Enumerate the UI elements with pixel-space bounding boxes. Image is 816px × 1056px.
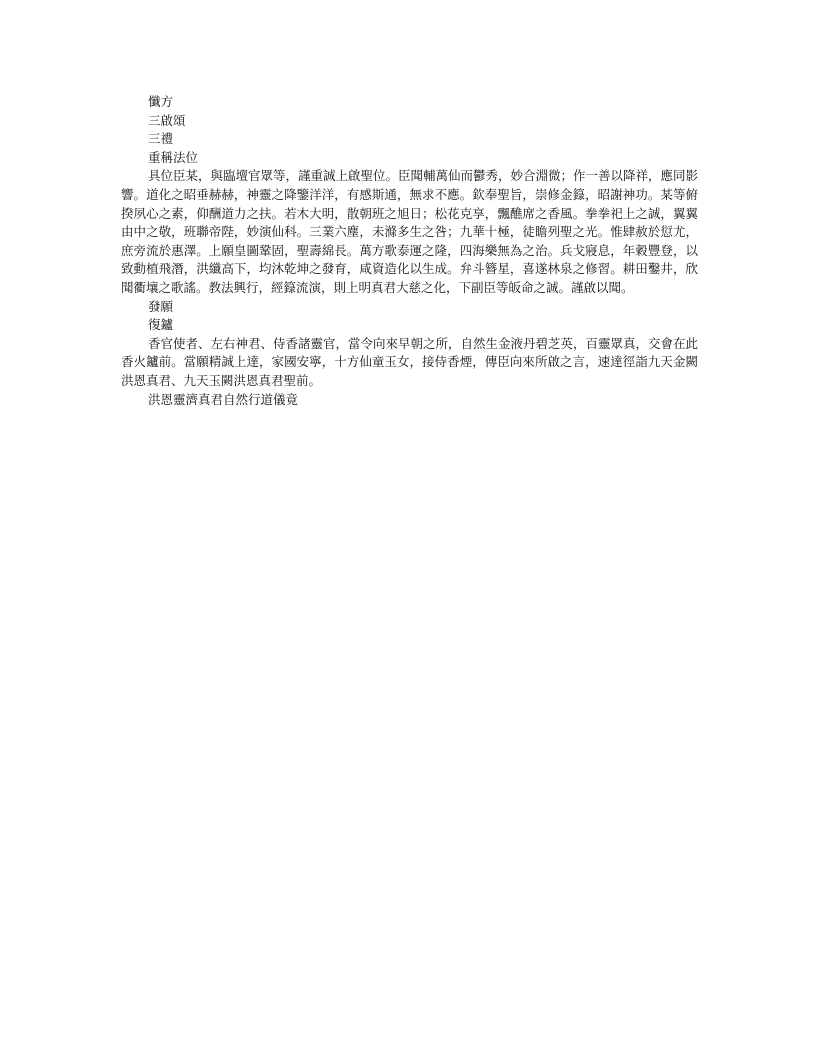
paragraph-juwei: 具位臣某，與臨壇官眾等，謹重誠上啟聖位。臣聞輔萬仙而鬱秀，妙合淵微；作一善以降祥，應同影響。道化之昭垂赫赫，神靈之降鑒洋洋，有感斯通，無求不應。欽奉聖旨，崇修金籙，昭謝神功。某等俯揆夙心之素，仰酬道力之扶。若木大明，散朝班之旭日；松花克享，飄醮席之香風。拳拳祀上之誠，翼翼由中之敬，班聯帝陛，妙演仙科。三業六塵，未滌多生之咎；九華十極，徒瞻列聖之光。惟肆赦於愆尤，庶旁流於惠澤。上願皇圖鞏固，聖壽綿長。萬方歌泰運之隆，四海樂無為之治。兵戈寢息，年穀豐登，以致動植飛潛，洪纖高下，均沐乾坤之發育，咸資造化以生成。弁斗簪星，喜遂林泉之修習。耕田鑿井，欣聞衢壤之歌謠。教法興行，經籙流演，則上明真君大慈之化，下副臣等皈命之誠。謹啟以聞。 — [121, 168, 699, 295]
paragraph-xiangguan: 香官使者、左右神君、侍香諸靈官，當令向來早朝之所，自然生金液丹碧芝英，百靈眾真，交會在此香火鑪前。當願精誠上達，家國安寧，十方仙童玉女，接侍香煙，傳臣向來所啟之言，速達徑詣九天金闕洪恩真君、九天玉闕洪恩真君聖前。 — [121, 335, 699, 388]
heading-fulu: 復鑪 — [148, 317, 174, 333]
closing-title: 洪恩靈濟真君自然行道儀竟 — [148, 391, 299, 407]
heading-chongcheng-fawei: 重稱法位 — [148, 149, 199, 165]
heading-chanfang: 懺方 — [148, 94, 174, 109]
document-page — [121, 93, 698, 409]
heading-fayuan: 發願 — [148, 298, 174, 314]
heading-sanli: 三禮 — [148, 131, 174, 147]
heading-sanqisong: 三啟頌 — [148, 112, 186, 128]
